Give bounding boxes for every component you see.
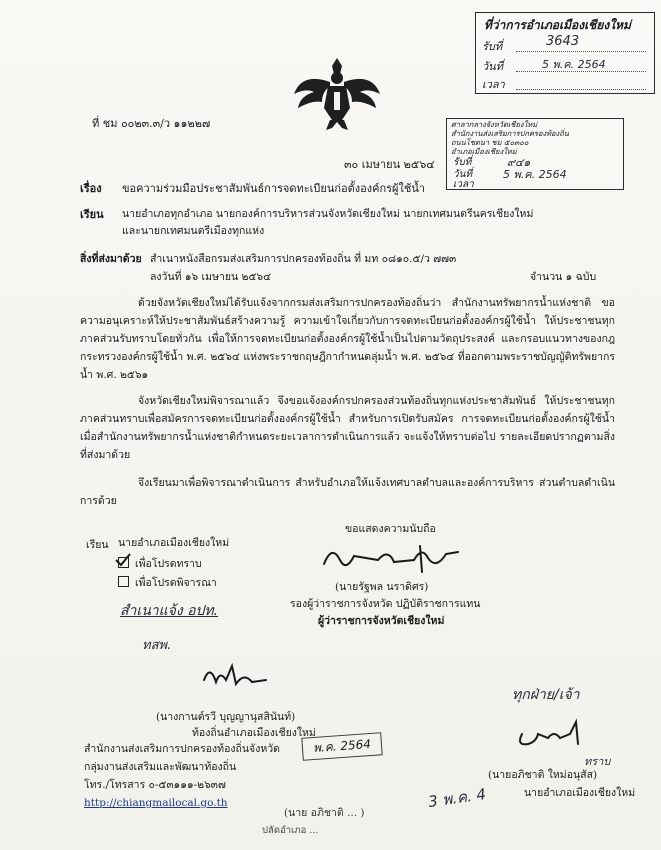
clerk-name: (นางกานต์รวี บุญญานุสสินันท์) bbox=[156, 711, 296, 723]
stamp-time-label: เวลา bbox=[482, 78, 505, 91]
option-acknowledge-label: เพื่อโปรดทราบ bbox=[135, 558, 202, 570]
stamp-receive-label: รับที่ bbox=[482, 40, 503, 53]
checkmark-icon bbox=[114, 552, 132, 568]
stamp-mid-time-label: เวลา bbox=[453, 179, 474, 190]
signer-name: (นายรัฐพล นราดิศร) bbox=[335, 581, 429, 593]
subject-text: ขอความร่วมมือประชาสัมพันธ์การจดทะเบียนก่อตั้งองค์กรผู้ใช้น้ำ bbox=[122, 182, 426, 195]
subject-label: เรื่อง bbox=[80, 182, 102, 195]
body-paragraph-3 bbox=[80, 474, 615, 510]
stamp-mid-date-value: 5 พ.ค. 2564 bbox=[503, 168, 567, 181]
body-paragraph-3-text: จึงเรียนมาเพื่อพิจารณาดำเนินการ สำหรับอำเภอให้แจ้งเทศบาลตำบลและองค์การบริหาร ส่วนตำบลดำเนินการด้วย bbox=[80, 477, 615, 507]
enclosure-line-1: สำเนาหนังสือกรมส่งเสริมการปกครองท้องถิ่น ที่ มท ๐๘๑๐.๕/ว ๗๗๓ bbox=[150, 253, 457, 265]
footer-phone: โทร./โทรสาร ๐-๕๓๑๑๑-๒๖๓๗ bbox=[84, 779, 226, 791]
garuda-emblem-icon bbox=[292, 52, 382, 132]
checkbox-consider[interactable] bbox=[118, 576, 129, 587]
footer-url-link[interactable]: http://chiangmailocal.go.th bbox=[84, 797, 228, 809]
approver-handwritten-1: ทุกฝ่าย/เจ้า bbox=[512, 687, 580, 703]
bottom-position: ปลัดอำเภอ ... bbox=[262, 825, 319, 836]
stamp-mid-line4: อำเภอเมืองเชียงใหม่ bbox=[451, 147, 517, 156]
footer-office-2: กลุ่มงานส่งเสริมและพัฒนาท้องถิ่น bbox=[84, 761, 237, 773]
enclosure-line-2: ลงวันที่ ๑๖ เมษายน ๒๕๖๔ bbox=[150, 271, 272, 283]
stamp-mid-receive-no: ๙๔๑ bbox=[507, 156, 531, 169]
stamp-receive-no: 3643 bbox=[546, 34, 580, 49]
to-label: เรียน bbox=[80, 208, 104, 221]
stamp-mid-line2: สำนักงานส่งเสริมการปกครองท้องถิ่น bbox=[451, 129, 569, 138]
stamp-mid-line1: ศาลากลางจังหวัดเชียงใหม่ bbox=[451, 120, 538, 129]
stamp-mid-receive-label: รับที่ bbox=[453, 157, 472, 168]
body-paragraph-1 bbox=[80, 294, 615, 384]
stamp-mid-date-label: วันที่ bbox=[453, 169, 473, 180]
stamp-date-value: 5 พ.ค. 2564 bbox=[542, 58, 606, 71]
note-to-value: นายอำเภอเมืองเชียงใหม่ bbox=[118, 537, 230, 549]
signer-position-1: รองผู้ว่าราชการจังหวัด ปฏิบัติราชการแทน bbox=[290, 598, 481, 610]
enclosure-quantity: จำนวน ๑ ฉบับ bbox=[530, 271, 597, 283]
body-paragraph-2 bbox=[80, 392, 615, 464]
stamp-mid-line3: ถนนโชตนา ชม ๕๐๓๐๐ bbox=[451, 138, 529, 147]
stamp-title: ที่ว่าการอำเภอเมืองเชียงใหม่ bbox=[484, 18, 631, 32]
ref-number: ที่ ชม ๐๐๒๓.๓/ว ๑๑๒๒๗ bbox=[92, 117, 211, 130]
handwritten-instruction: สำเนาแจ้ง อปท. bbox=[120, 603, 219, 619]
clerk-position: ท้องถิ่นอำเภอเมืองเชียงใหม่ bbox=[192, 727, 316, 739]
note-to-label: เรียน bbox=[86, 539, 109, 551]
signature-approver bbox=[514, 716, 594, 752]
signature-clerk bbox=[200, 660, 280, 690]
option-consider bbox=[118, 576, 217, 590]
stamp-date-label: วันที่ bbox=[482, 60, 503, 73]
closing-text: ขอแสดงความนับถือ bbox=[345, 523, 436, 535]
to-line-2: และนายกเทศมนตรีเมืองทุกแห่ง bbox=[122, 225, 265, 237]
handwritten-date: 3 พ.ค. 4 bbox=[427, 785, 488, 811]
handwritten-initials: ทสพ. bbox=[142, 638, 172, 653]
signer-position-2: ผู้ว่าราชการจังหวัดเชียงใหม่ bbox=[318, 615, 445, 627]
received-stamp-district bbox=[475, 12, 655, 94]
body-paragraph-2-text: จังหวัดเชียงใหม่พิจารณาแล้ว จึงขอแจ้งองค์กรปกครองส่วนท้องถิ่นทุกแห่งประชาสัมพันธ์ ให้ประชาชนทุกภาคส่วนทราบเพื่อสมัครการจดทะเบียนก่อตั้งองค์กรผู้ใช้น้ำ สำหรับการเปิดรับสมัคร การจดทะเบียนก่อตั้งองค์กรผู้ใช้น้ำ เมื่อสำนักงานทรัพยากรน้ำแห่งชาติกำหนดระยะเวลาการดำเนินการแล้ว จะแจ้งให้ทราบต่อไป รายละเอียดปรากฏตามสิ่งที่ส่งมาด้วย bbox=[80, 395, 615, 461]
approver-position: นายอำเภอเมืองเชียงใหม่ bbox=[524, 787, 636, 799]
received-stamp-province bbox=[446, 118, 624, 190]
to-line-1: นายอำเภอทุกอำเภอ นายกองค์การบริหารส่วนจังหวัดเชียงใหม่ นายกเทศมนตรีนครเชียงใหม่ bbox=[122, 208, 534, 220]
enclosure-label: สิ่งที่ส่งมาด้วย bbox=[80, 253, 142, 265]
body-paragraph-1-text: ด้วยจังหวัดเชียงใหม่ได้รับแจ้งจากกรมส่งเสริมการปกครองท้องถิ่นว่า สำนักงานทรัพยากรน้ำแห่งชาติ ขอความอนุเคราะห์ให้ประชาสัมพันธ์สร้างความรู้ ความเข้าใจเกี่ยวกับการจดทะเบียนก่อตั้งองค์กรผู้ใช้น้ำ ให้ประชาชนทุกภาคส่วนรับทราบโดยทั่วกัน เพื่อให้การจดทะเบียนก่อตั้งองค์กรผู้ใช้น้ำเป็นไปตามวัตถุประสงค์ และกรอบแนวทางของกฎกระทรวงองค์กรผู้ใช้น้ำ พ.ศ. ๒๕๖๔ แห่งพระราชกฤษฎีกากำหนดลุ่มน้ำ พ.ศ. ๒๕๖๔ ที่ออกตามพระราชบัญญัติทรัพยากรน้ำ พ.ศ. ๒๕๖๑ bbox=[80, 297, 615, 381]
option-consider-label: เพื่อโปรดพิจารณา bbox=[135, 577, 217, 589]
signature-governor bbox=[318, 538, 468, 578]
approver-handwritten-2: ทราบ bbox=[584, 755, 611, 768]
bottom-name: (นาย อภิชาติ ... ) bbox=[284, 807, 365, 819]
document-date: ๓๐ เมษายน ๒๕๖๔ bbox=[344, 158, 435, 171]
footer-office-1: สำนักงานส่งเสริมการปกครองท้องถิ่นจังหวัด bbox=[84, 743, 280, 755]
approver-name: (นายอภิชาติ ใหม่อนุสัส) bbox=[488, 769, 598, 781]
footer-date-stamp: พ.ค. 2564 bbox=[301, 732, 382, 761]
